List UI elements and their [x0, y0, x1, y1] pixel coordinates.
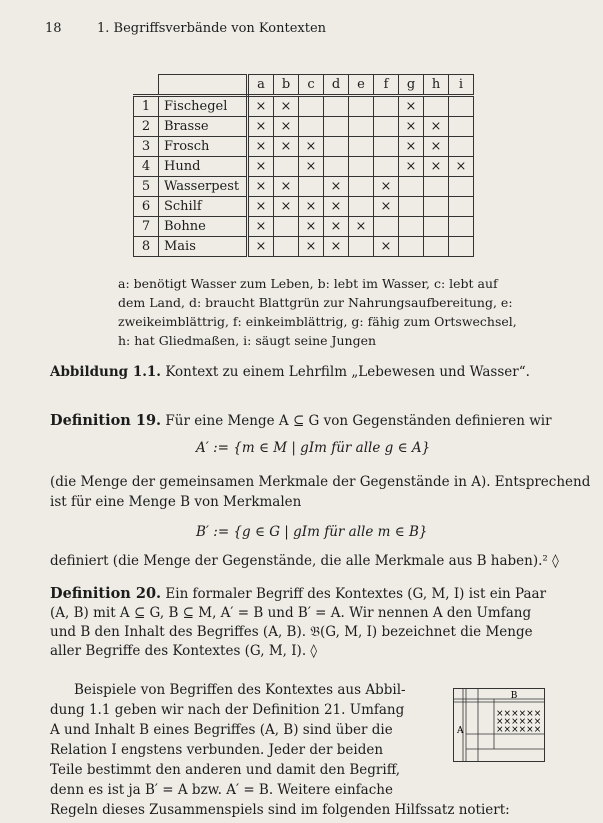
object-name: Frosch: [159, 137, 248, 157]
table-row: [134, 157, 474, 177]
incidence-cell: [274, 217, 299, 237]
figure-marks-row: ××××××: [496, 709, 542, 719]
table-row: [134, 177, 474, 197]
incidence-cell: [424, 96, 449, 117]
incidence-cell: ×: [299, 197, 324, 217]
text-line: Regeln dieses Zusammenspiels sind im folgenden Hilfssatz notiert:: [50, 802, 510, 818]
object-name: Wasserpest: [159, 177, 248, 197]
attribute-header: c: [299, 75, 324, 96]
incidence-cell: [349, 197, 374, 217]
incidence-cell: ×: [299, 157, 324, 177]
incidence-cell: [274, 157, 299, 177]
incidence-cell: [299, 117, 324, 137]
figure-marks-row: ××××××: [496, 717, 542, 727]
incidence-cell: ×: [324, 197, 349, 217]
attribute-header: i: [449, 75, 474, 96]
table-row: [134, 237, 474, 257]
text-line: Ein formaler Begriff des Kontextes (G, M, I) ist ein Paar: [165, 586, 547, 602]
attribute-header: a: [248, 75, 274, 96]
definition-19-label: Definition 19.: [50, 412, 162, 429]
incidence-cell: [449, 217, 474, 237]
definition-19-body: [50, 472, 590, 512]
incidence-cell: ×: [248, 117, 274, 137]
incidence-cell: ×: [248, 237, 274, 257]
incidence-cell: ×: [274, 96, 299, 117]
incidence-cell: [349, 117, 374, 137]
figure-marks-row: ××××××: [496, 725, 542, 735]
object-name: Bohne: [159, 217, 248, 237]
row-number: 5: [134, 177, 159, 197]
legend-line: h: hat Gliedmaßen, i: säugt seine Jungen: [118, 333, 377, 348]
caption-label: Abbildung 1.1.: [50, 364, 162, 380]
attribute-header: e: [349, 75, 374, 96]
concept-diagram-svg: [454, 689, 544, 761]
corner-cell: [134, 75, 159, 96]
incidence-cell: [349, 96, 374, 117]
formula-b-prime: B′ := {g ∈ G | gIm für alle m ∈ B}: [196, 524, 428, 540]
incidence-cell: [424, 217, 449, 237]
incidence-cell: [374, 96, 399, 117]
table-row: [134, 197, 474, 217]
incidence-cell: [449, 137, 474, 157]
incidence-cell: [424, 177, 449, 197]
incidence-cell: [399, 217, 424, 237]
incidence-cell: ×: [299, 137, 324, 157]
incidence-cell: ×: [374, 197, 399, 217]
table-row: [134, 117, 474, 137]
incidence-cell: [299, 96, 324, 117]
incidence-cell: [449, 96, 474, 117]
incidence-cell: ×: [274, 137, 299, 157]
context-table: [133, 74, 474, 257]
incidence-cell: ×: [399, 117, 424, 137]
row-number: 1: [134, 96, 159, 117]
incidence-cell: ×: [274, 197, 299, 217]
object-name: Fischegel: [159, 96, 248, 117]
incidence-cell: [349, 137, 374, 157]
incidence-cell: [324, 157, 349, 177]
incidence-cell: ×: [299, 237, 324, 257]
figure-caption: [50, 364, 530, 380]
incidence-cell: ×: [274, 117, 299, 137]
incidence-cell: ×: [374, 177, 399, 197]
incidence-cell: ×: [399, 157, 424, 177]
definition-20-label: Definition 20.: [50, 585, 162, 602]
definition-19-closing: definiert (die Menge der Gegenstände, die alle Merkmale aus B haben).² ◊: [50, 553, 559, 569]
incidence-cell: ×: [349, 217, 374, 237]
row-number: 6: [134, 197, 159, 217]
definition-19-text: Für eine Menge A ⊆ G von Gegenständen definieren wir: [165, 413, 552, 429]
incidence-cell: ×: [424, 137, 449, 157]
attribute-header: b: [274, 75, 299, 96]
page-number: 18: [45, 21, 62, 36]
table-row: [134, 137, 474, 157]
incidence-cell: ×: [248, 217, 274, 237]
incidence-cell: [349, 177, 374, 197]
formula-a-prime: A′ := {m ∈ M | gIm für alle g ∈ A}: [196, 440, 431, 456]
text-line: aller Begriffe des Kontextes (G, M, I). ◊: [50, 643, 318, 659]
incidence-cell: ×: [299, 217, 324, 237]
text-line: dung 1.1 geben wir nach der Definition 21. Umfang: [50, 702, 405, 718]
incidence-cell: ×: [248, 197, 274, 217]
incidence-cell: [324, 96, 349, 117]
incidence-cell: ×: [399, 137, 424, 157]
incidence-cell: [374, 117, 399, 137]
figure-label-b: B: [510, 691, 518, 701]
incidence-cell: [399, 197, 424, 217]
legend-line: a: benötigt Wasser zum Leben, b: lebt im Wasser, c: lebt auf: [118, 276, 498, 291]
text-line: (A, B) mit A ⊆ G, B ⊆ M, A′ = B und B′ = A. Wir nennen A den Umfang: [50, 605, 532, 621]
attribute-header: d: [324, 75, 349, 96]
text-line: Teile bestimmt den anderen und damit den Begriff,: [50, 762, 401, 778]
incidence-cell: [324, 137, 349, 157]
attribute-header: g: [399, 75, 424, 96]
running-header: 1. Begriffsverbände von Kontexten: [97, 21, 327, 36]
incidence-cell: [449, 117, 474, 137]
text-line: ist für eine Menge B von Merkmalen: [50, 494, 302, 510]
text-line: (die Menge der gemeinsamen Merkmale der Gegenstände in A). Entsprechend: [50, 474, 591, 490]
table-row: [134, 217, 474, 237]
incidence-cell: ×: [324, 217, 349, 237]
table-header-row: [134, 75, 474, 96]
legend-line: zweikeimblättrig, f: einkeimblättrig, g: fähig zum Ortswechsel,: [118, 314, 517, 329]
text-line: denn es ist ja B′ = A bzw. A′ = B. Weitere einfache: [50, 782, 393, 798]
incidence-cell: ×: [248, 177, 274, 197]
incidence-cell: [374, 137, 399, 157]
incidence-cell: [374, 217, 399, 237]
incidence-cell: ×: [399, 96, 424, 117]
row-number: 2: [134, 117, 159, 137]
incidence-cell: ×: [274, 177, 299, 197]
incidence-cell: ×: [248, 137, 274, 157]
incidence-cell: ×: [424, 157, 449, 177]
incidence-cell: ×: [449, 157, 474, 177]
row-number: 4: [134, 157, 159, 177]
text-line: Relation I engstens verbunden. Jeder der beiden: [50, 742, 384, 758]
incidence-cell: ×: [424, 117, 449, 137]
caption-text: Kontext zu einem Lehrfilm „Lebewesen und Wasser“.: [165, 364, 530, 380]
row-number: 8: [134, 237, 159, 257]
incidence-cell: ×: [374, 237, 399, 257]
attribute-header: h: [424, 75, 449, 96]
incidence-cell: [274, 237, 299, 257]
text-line: A und Inhalt B eines Begriffes (A, B) sind über die: [50, 722, 393, 738]
incidence-cell: [299, 177, 324, 197]
incidence-cell: [449, 177, 474, 197]
incidence-cell: [349, 237, 374, 257]
row-number: 3: [134, 137, 159, 157]
attribute-header: f: [374, 75, 399, 96]
incidence-cell: ×: [248, 96, 274, 117]
incidence-cell: ×: [324, 177, 349, 197]
table-legend: [118, 274, 517, 350]
text-line: und B den Inhalt des Begriffes (A, B). 𝔅(G, M, I) bezeichnet die Menge: [50, 624, 533, 640]
incidence-cell: [399, 237, 424, 257]
concept-diagram: [453, 688, 545, 762]
incidence-cell: [424, 197, 449, 217]
incidence-cell: ×: [324, 237, 349, 257]
definition-20: [50, 584, 546, 661]
object-name: Mais: [159, 237, 248, 257]
incidence-cell: [349, 157, 374, 177]
incidence-cell: [399, 177, 424, 197]
object-name: Brasse: [159, 117, 248, 137]
incidence-cell: [449, 237, 474, 257]
legend-line: dem Land, d: braucht Blattgrün zur Nahrungsaufbereitung, e:: [118, 295, 513, 310]
figure-label-a: A: [457, 726, 464, 736]
example-paragraph: [50, 680, 510, 820]
object-name: Schilf: [159, 197, 248, 217]
incidence-cell: ×: [248, 157, 274, 177]
corner-cell: [159, 75, 248, 96]
table-row: [134, 96, 474, 117]
text-line: Beispiele von Begriffen des Kontextes aus Abbil-: [74, 682, 406, 698]
object-name: Hund: [159, 157, 248, 177]
incidence-cell: [374, 157, 399, 177]
row-number: 7: [134, 217, 159, 237]
definition-19-intro: [50, 412, 552, 429]
incidence-cell: [324, 117, 349, 137]
incidence-cell: [449, 197, 474, 217]
incidence-cell: [424, 237, 449, 257]
